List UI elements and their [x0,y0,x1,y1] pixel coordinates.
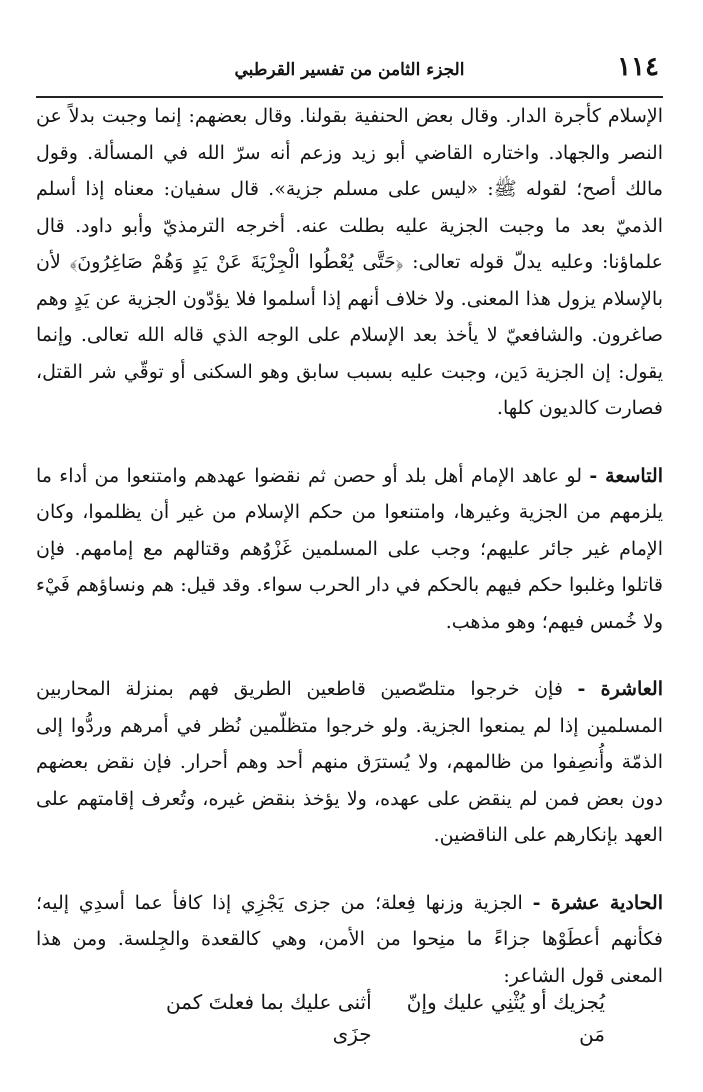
page-header [36,52,663,98]
page-number: ١١٤ [617,52,659,82]
verse-second-hemistich: أثنى عليك بما فعلتَ كمن جزَى [165,990,372,1046]
section-heading: العاشرة - [577,678,663,700]
paragraph-ninth [36,458,663,641]
paragraph-text: فإن خرجوا متلصّصين قاطعين الطريق فهم بمنزلة المحاربين المسلمين إذا لم يمنعوا الجزية. ولو خرجوا متظلّمين نُظر في أمرهم وردُّوا إلى الذمّة وأُنصِفوا من ظالمهم، ولا يُسترَق منهم أحد وهم أحرار. فإن نقض بعضهم دون بعض فمن لم ينقض على عهده، ولا يؤخذ بنقض غيره، وتُعرف إقامتهم على العهد بإنكارهم على الناقضين. [36,678,663,846]
paragraph-text: لو عاهد الإمام أهل بلد أو حصن ثم نقضوا عهدهم وامتنعوا من أداء ما يلزمهم من الجزية وغيرها، وامتنعوا من حكم الإسلام من غير أن يظلموا، وكان الإمام غير جائر عليهم؛ وجب على المسلمين غَزْوُهم وقتالهم مع إمامهم. فإن قاتلوا وغلبوا حكم فيهم بالحكم في دار الحرب سواء. وقد قيل: هم ونساؤهم فَيْء ولا خُمس فيهم؛ وهو مذهب. [36,464,663,633]
section-heading: الحادية عشرة - [532,891,663,914]
section-heading: التاسعة - [589,464,663,487]
paragraph-tenth [36,671,663,854]
paragraph-eleventh [36,885,663,995]
verse-first-hemistich: يُجزيك أو يُثْنِي عليك وإنّ مَن [406,990,605,1046]
paragraph-text: الجزية وزنها فِعلة؛ من جزى يَجْزِي إذا كافأ عما أسدِي إليه؛ فكأنهم أعطَوْها جزاءً ما منِحوا من الأمن، وهي كالقعدة والجِلسة. ومن هذا المعنى قول الشاعر: [36,891,663,987]
paragraph-text: الإسلام كأجرة الدار. وقال بعض الحنفية بقولنا. وقال بعضهم: إنما وجبت بدلاً عن النصر والجهاد. واختاره القاضي أبو زيد وزعم أنه سرّ الله في المسألة. وقول مالك أصح؛ لقوله ﷺ: «ليس على مسلم جزية». قال سفيان: معناه إذا أسلم الذميّ بعد ما وجبت الجزية عليه بطلت عنه. أخرجه الترمذيّ وأبو داود. قال علماؤنا: وعليه يدلّ قوله تعالى: ﴿حَتَّى يُعْطُوا الْجِزْيَةَ عَنْ يَدٍ وَهُمْ صَاغِرُونَ﴾ لأن بالإسلام يزول هذا المعنى. ولا خلاف أنهم إذا أسلموا فلا يؤدّون الجزية عن يَدٍ وهم صاغرون. والشافعيّ لا يأخذ بعد الإسلام على الوجه الذي قاله الله تعالى. وإنما يقول: إن الجزية دَين، وجبت عليه بسبب سابق وهو السكنى أو توقّي شر القتل، فصارت كالديون كلها. [36,105,663,419]
body-text [36,98,663,994]
paragraph-continuation [36,98,663,427]
running-title: الجزء الثامن من تفسير القرطبي [234,60,465,80]
poetry-verse [36,986,663,1050]
